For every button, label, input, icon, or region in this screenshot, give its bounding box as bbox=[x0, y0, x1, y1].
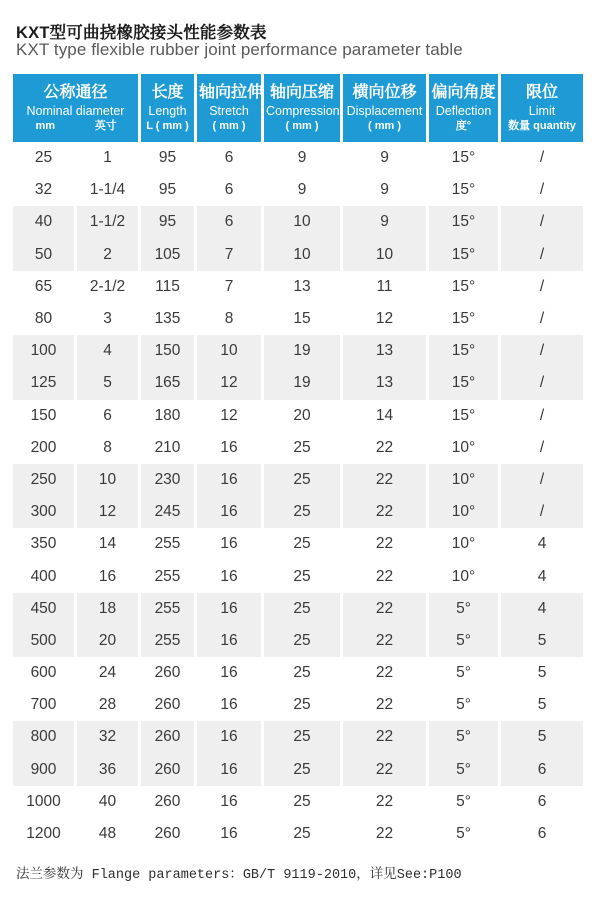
table-cell: 5° bbox=[456, 792, 471, 810]
table-cell: 5 bbox=[537, 664, 547, 682]
table-row bbox=[13, 239, 583, 271]
table-cell: 25 bbox=[293, 825, 311, 843]
table-cell: / bbox=[501, 496, 583, 528]
table-cell: 5° bbox=[429, 593, 498, 625]
col-header-label-zh: 横向位移 bbox=[352, 84, 417, 101]
table-cell: 25 bbox=[293, 438, 311, 456]
table-cell: 15° bbox=[429, 239, 498, 271]
table-cell: 1-1/4 bbox=[89, 181, 126, 199]
table-cell: 500 bbox=[13, 625, 74, 657]
table-cell: 25 bbox=[264, 754, 340, 786]
table-row bbox=[13, 721, 583, 753]
table-cell: 255 bbox=[154, 567, 181, 585]
table-row bbox=[13, 367, 583, 399]
table-cell: 16 bbox=[197, 721, 261, 753]
table-cell: 22 bbox=[343, 496, 426, 528]
table-cell: 260 bbox=[154, 696, 181, 714]
col-header-label-en: Nominal diameter bbox=[26, 104, 125, 118]
table-cell: 6 bbox=[501, 754, 583, 786]
table-cell: 14 bbox=[98, 535, 117, 553]
table-cell: 115 bbox=[155, 277, 180, 295]
table-cell: 15° bbox=[451, 277, 476, 295]
table-cell: 9 bbox=[343, 206, 426, 238]
table-cell: 12 bbox=[375, 310, 394, 328]
table-cell: 210 bbox=[154, 438, 181, 456]
table-row bbox=[13, 174, 583, 206]
table-cell: 400 bbox=[30, 567, 57, 585]
table-cell: 100 bbox=[13, 335, 74, 367]
col-header-nominal-diameter bbox=[13, 74, 138, 142]
table-cell: 5° bbox=[456, 664, 471, 682]
table-cell: 15° bbox=[429, 335, 498, 367]
table-cell: / bbox=[539, 149, 545, 167]
col-header-deflection bbox=[429, 74, 498, 142]
table-cell: 48 bbox=[98, 825, 117, 843]
table-cell: 22 bbox=[375, 696, 394, 714]
table-cell: 25 bbox=[293, 792, 311, 810]
table-cell: 22 bbox=[375, 664, 394, 682]
col-header-label-zh: 轴向压缩 bbox=[269, 84, 334, 101]
page-title: KXT型可曲挠橡胶接头性能参数表 bbox=[16, 24, 267, 42]
col-header-units: ( mm ) bbox=[285, 120, 319, 132]
table-cell: 19 bbox=[264, 335, 340, 367]
table-cell: 4 bbox=[537, 535, 547, 553]
table-row bbox=[13, 432, 583, 464]
table-cell: 450 bbox=[13, 593, 74, 625]
col-header-label-en: Displacement bbox=[346, 104, 423, 118]
table-cell: 6 bbox=[197, 206, 261, 238]
footer-note: 法兰参数为 Flange parameters：GB/T 9119-2010，详见See:P100 bbox=[16, 868, 462, 883]
table-cell: 28 bbox=[98, 696, 117, 714]
table-cell: 12 bbox=[197, 367, 261, 399]
table-cell: 5 bbox=[501, 625, 583, 657]
col-header-label-en: Length bbox=[148, 104, 187, 118]
table-cell: 6 bbox=[224, 181, 234, 199]
table-cell: 13 bbox=[343, 367, 426, 399]
table-cell: 1 bbox=[103, 149, 112, 167]
table-cell: 16 bbox=[220, 696, 238, 714]
table-cell: 15° bbox=[451, 149, 476, 167]
table-cell: 25 bbox=[264, 593, 340, 625]
table-cell: 20 bbox=[293, 406, 311, 424]
table-cell: 6 bbox=[103, 406, 112, 424]
table-cell: 150 bbox=[30, 406, 57, 424]
table-cell: 15° bbox=[429, 367, 498, 399]
table-row bbox=[13, 303, 583, 335]
table-row bbox=[13, 657, 583, 689]
col-header-stretch bbox=[197, 74, 264, 142]
col-header-label-en: Limit bbox=[528, 104, 556, 118]
table-header-row bbox=[13, 74, 583, 142]
table-cell: / bbox=[501, 367, 583, 399]
table-cell: 95 bbox=[141, 206, 194, 238]
table-cell: 24 bbox=[98, 664, 117, 682]
table-cell: / bbox=[539, 310, 545, 328]
table-cell: 15° bbox=[451, 181, 476, 199]
table-cell: 6 bbox=[224, 149, 234, 167]
unit-inch-label: 英寸 bbox=[94, 120, 117, 132]
table-cell: 16 bbox=[220, 438, 238, 456]
table-row bbox=[13, 400, 583, 432]
table-cell: 4 bbox=[537, 567, 547, 585]
table-cell: 5° bbox=[429, 625, 498, 657]
table-cell: 135 bbox=[154, 310, 181, 328]
table-cell: 10° bbox=[429, 496, 498, 528]
table-cell: 25 bbox=[264, 464, 340, 496]
table-cell: 22 bbox=[375, 567, 394, 585]
col-header-units: ( mm ) bbox=[212, 120, 246, 132]
table-cell: 125 bbox=[13, 367, 74, 399]
table-cell: 260 bbox=[141, 754, 194, 786]
table-cell: 12 bbox=[77, 496, 138, 528]
table-cell: 22 bbox=[343, 464, 426, 496]
table-cell: 6 bbox=[537, 825, 547, 843]
table-cell: 16 bbox=[197, 754, 261, 786]
table-row bbox=[13, 754, 583, 786]
table-cell: 1200 bbox=[26, 825, 61, 843]
col-header-label-zh: 限位 bbox=[525, 84, 558, 101]
table-row bbox=[13, 271, 583, 303]
table-cell: 1000 bbox=[26, 792, 61, 810]
table-cell: 5° bbox=[429, 721, 498, 753]
table-cell: 16 bbox=[220, 567, 238, 585]
col-header-length bbox=[141, 74, 194, 142]
table-cell: 11 bbox=[376, 277, 393, 295]
table-cell: 25 bbox=[34, 149, 53, 167]
table-cell: 300 bbox=[13, 496, 74, 528]
table-cell: 22 bbox=[375, 535, 394, 553]
table-cell: 16 bbox=[220, 792, 238, 810]
table-cell: 40 bbox=[98, 792, 117, 810]
table-cell: 260 bbox=[141, 721, 194, 753]
table-cell: 5 bbox=[501, 721, 583, 753]
table-cell: 5° bbox=[456, 825, 471, 843]
table-cell: 16 bbox=[197, 464, 261, 496]
table-cell: 4 bbox=[501, 593, 583, 625]
table-cell: 13 bbox=[343, 335, 426, 367]
col-header-label-zh: 偏向角度 bbox=[431, 84, 496, 101]
col-header-units bbox=[15, 119, 136, 133]
table-cell: 65 bbox=[34, 277, 53, 295]
table-cell: 15° bbox=[451, 310, 476, 328]
table-row bbox=[13, 786, 583, 818]
table-cell: 180 bbox=[154, 406, 181, 424]
table-cell: 260 bbox=[154, 664, 181, 682]
table-cell: 22 bbox=[343, 754, 426, 786]
table-row bbox=[13, 528, 583, 560]
table-cell: 5° bbox=[429, 754, 498, 786]
table-row bbox=[13, 142, 583, 174]
col-header-units: 数量 quantity bbox=[508, 120, 576, 132]
table-cell: 32 bbox=[77, 721, 138, 753]
table-cell: 150 bbox=[141, 335, 194, 367]
table-cell: 10° bbox=[429, 464, 498, 496]
table-cell: / bbox=[539, 277, 545, 295]
table-cell: 350 bbox=[30, 535, 57, 553]
table-cell: 25 bbox=[293, 696, 311, 714]
table-cell: 16 bbox=[220, 825, 238, 843]
col-header-label-en: Deflection bbox=[435, 104, 492, 118]
table-row bbox=[13, 818, 583, 850]
col-header-limit bbox=[501, 74, 583, 142]
table-cell: 16 bbox=[98, 567, 117, 585]
table-cell: 80 bbox=[34, 310, 53, 328]
table-row bbox=[13, 593, 583, 625]
table-cell: 13 bbox=[293, 277, 311, 295]
table-cell: 5° bbox=[456, 696, 471, 714]
table-cell: 9 bbox=[380, 181, 389, 199]
table-cell: 245 bbox=[141, 496, 194, 528]
table-cell: 10° bbox=[451, 438, 476, 456]
table-cell: 22 bbox=[343, 593, 426, 625]
table-cell: 25 bbox=[264, 625, 340, 657]
table-cell: 260 bbox=[154, 792, 181, 810]
table-cell: 800 bbox=[13, 721, 74, 753]
table-cell: 260 bbox=[154, 825, 181, 843]
table-cell: 10 bbox=[77, 464, 138, 496]
table-cell: 15° bbox=[451, 406, 476, 424]
table-cell: 7 bbox=[197, 239, 261, 271]
table-row bbox=[13, 206, 583, 238]
table-cell: 165 bbox=[141, 367, 194, 399]
table-cell: 7 bbox=[224, 277, 234, 295]
table-row bbox=[13, 335, 583, 367]
table-row bbox=[13, 464, 583, 496]
table-cell: 22 bbox=[375, 438, 394, 456]
table-cell: 14 bbox=[375, 406, 394, 424]
table-cell: 10 bbox=[197, 335, 261, 367]
table-cell: 22 bbox=[375, 825, 394, 843]
table-cell: 16 bbox=[197, 593, 261, 625]
table-cell: 32 bbox=[34, 181, 53, 199]
table-cell: 10 bbox=[343, 239, 426, 271]
table-cell: 255 bbox=[141, 593, 194, 625]
table-cell: / bbox=[501, 239, 583, 271]
col-header-label-zh: 轴向拉伸 bbox=[199, 84, 264, 101]
col-header-units: 度° bbox=[455, 120, 472, 132]
table-cell: / bbox=[501, 206, 583, 238]
page-subtitle: KXT type flexible rubber joint performance parameter table bbox=[16, 40, 463, 59]
table-cell: 10° bbox=[451, 567, 476, 585]
table-cell: 9 bbox=[380, 149, 389, 167]
table-cell: 25 bbox=[293, 535, 311, 553]
table-cell: 8 bbox=[103, 438, 112, 456]
table-body bbox=[13, 142, 583, 850]
table-cell: 20 bbox=[77, 625, 138, 657]
table-cell: 250 bbox=[13, 464, 74, 496]
col-header-displacement bbox=[343, 74, 426, 142]
table-cell: 5 bbox=[77, 367, 138, 399]
col-header-label-en: Stretch bbox=[209, 104, 249, 118]
table-cell: 50 bbox=[13, 239, 74, 271]
table-cell: 10 bbox=[264, 206, 340, 238]
table-cell: 3 bbox=[103, 310, 112, 328]
table-cell: / bbox=[539, 181, 545, 199]
col-header-units: L ( mm ) bbox=[146, 120, 189, 132]
table-cell: 25 bbox=[293, 567, 311, 585]
table-cell: 10 bbox=[264, 239, 340, 271]
table-row bbox=[13, 625, 583, 657]
table-cell: 2 bbox=[77, 239, 138, 271]
table-cell: 700 bbox=[30, 696, 57, 714]
table-cell: 25 bbox=[264, 721, 340, 753]
table-cell: 16 bbox=[197, 625, 261, 657]
table-cell: 255 bbox=[141, 625, 194, 657]
table-cell: 2-1/2 bbox=[89, 277, 126, 295]
table-cell: 22 bbox=[343, 721, 426, 753]
table-cell: 95 bbox=[158, 181, 177, 199]
table-row bbox=[13, 689, 583, 721]
table-cell: 255 bbox=[154, 535, 181, 553]
table-cell: 9 bbox=[297, 149, 307, 167]
table-cell: 95 bbox=[158, 149, 177, 167]
table-cell: / bbox=[539, 406, 545, 424]
table-cell: 8 bbox=[224, 310, 234, 328]
col-header-label-zh: 公称通径 bbox=[43, 84, 108, 101]
table-cell: 900 bbox=[13, 754, 74, 786]
table-row bbox=[13, 496, 583, 528]
table-cell: 36 bbox=[77, 754, 138, 786]
table-cell: 22 bbox=[375, 792, 394, 810]
table-cell: / bbox=[501, 464, 583, 496]
table-cell: 16 bbox=[220, 535, 238, 553]
col-header-compression bbox=[264, 74, 340, 142]
table-cell: 15° bbox=[429, 206, 498, 238]
table-cell: 200 bbox=[30, 438, 57, 456]
table-cell: 22 bbox=[343, 625, 426, 657]
table-cell: 15 bbox=[293, 310, 311, 328]
table-cell: 19 bbox=[264, 367, 340, 399]
table-cell: 10° bbox=[451, 535, 476, 553]
table-cell: 25 bbox=[293, 664, 311, 682]
table-cell: 105 bbox=[141, 239, 194, 271]
table-cell: / bbox=[501, 335, 583, 367]
table-cell: / bbox=[539, 438, 545, 456]
table-cell: 9 bbox=[297, 181, 307, 199]
parameter-table bbox=[13, 74, 583, 850]
table-cell: 6 bbox=[537, 792, 547, 810]
table-cell: 5 bbox=[537, 696, 547, 714]
table-row bbox=[13, 560, 583, 592]
table-cell: 1-1/2 bbox=[77, 206, 138, 238]
col-header-label-en: Compression bbox=[266, 104, 340, 118]
table-cell: 16 bbox=[220, 664, 238, 682]
col-header-units: ( mm ) bbox=[368, 120, 401, 132]
table-cell: 230 bbox=[141, 464, 194, 496]
table-cell: 25 bbox=[264, 496, 340, 528]
col-header-label-zh: 长度 bbox=[151, 84, 184, 101]
unit-mm-label: mm bbox=[35, 120, 56, 132]
table-cell: 12 bbox=[220, 406, 238, 424]
table-cell: 40 bbox=[13, 206, 74, 238]
table-cell: 16 bbox=[197, 496, 261, 528]
table-cell: 4 bbox=[77, 335, 138, 367]
table-cell: 18 bbox=[77, 593, 138, 625]
table-cell: 600 bbox=[30, 664, 57, 682]
